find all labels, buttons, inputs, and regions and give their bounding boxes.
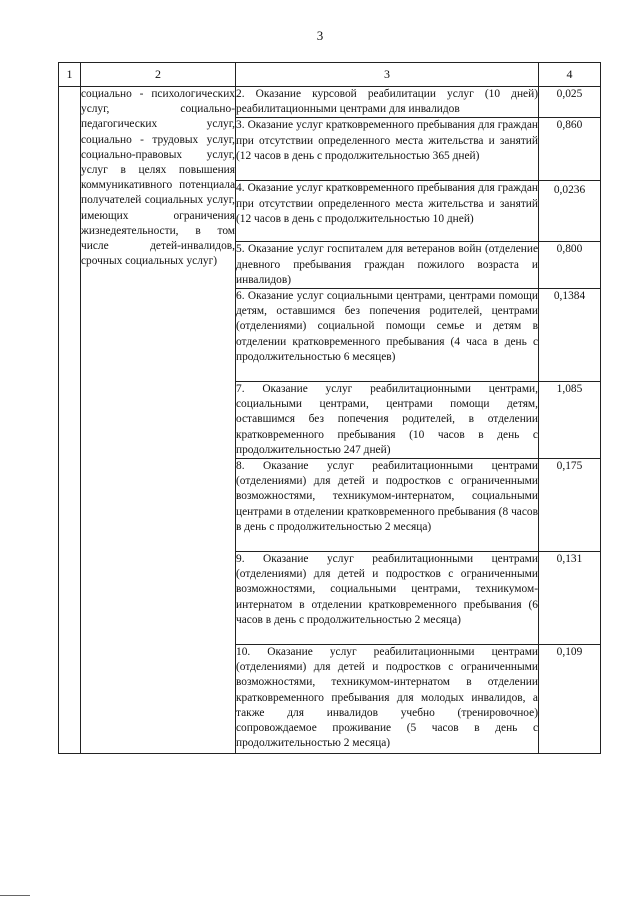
service-cell: 2. Оказание курсовой реабилитации услуг (10 дней) реабилитационными центрами для инвалидов: [236, 87, 539, 118]
value-cell: 0,0236: [539, 181, 601, 242]
value-cell: 0,025: [539, 87, 601, 118]
value-cell: 0,860: [539, 118, 601, 181]
service-cell: 9. Оказание услуг реабилитационными центрами (отделениями) для детей и подростков с ограниченными возможностями, социальными центрами, техникумом-интернатом в отделении кратковременного пребывания (6 часов в день с продолжительностью 2 месяца): [236, 552, 539, 645]
value-cell: 0,175: [539, 459, 601, 552]
service-cell: 5. Оказание услуг госпиталем для ветеранов войн (отделение дневного пребывания граждан пожилого возраста и инвалидов): [236, 242, 539, 289]
service-cell: 6. Оказание услуг социальными центрами, центрами помощи детям, оставшимся без попечения родителей, центрами (отделениями) социальной помощи семье и детям в отделении кратковременного пребывания (4 часа в день с продолжительностью 6 месяцев): [236, 289, 539, 382]
column-header-2: 2: [81, 63, 236, 87]
page-number: 3: [316, 28, 324, 43]
row-number-cell: [59, 87, 81, 754]
footer-divider: [0, 895, 30, 896]
value-cell: 0,131: [539, 552, 601, 645]
service-cell: 4. Оказание услуг кратковременного пребывания для граждан при отсутствии определенного места жительства и занятий (12 часов в день с продолжительностью 10 дней): [236, 181, 539, 242]
service-category-cell: социально - психологических услуг, социально-педагогических услуг, социально - трудовых услуг, социально-правовых услуг, услуг в целях повышения коммуникативного потенциала получателей социальных услуг, имеющих ограничения жизнедеятельности, в том числе детей-инвалидов, срочных социальных услуг): [81, 87, 236, 754]
value-cell: 0,109: [539, 645, 601, 754]
table-row: [59, 87, 601, 118]
service-cell: 8. Оказание услуг реабилитационными центрами (отделениями) для детей и подростков с ограниченными возможностями, техникумом-интернатом, социальными центрами в отделении кратковременного пребывания (8 часов в день с продолжительностью 2 месяца): [236, 459, 539, 552]
table-header-row: [59, 63, 601, 87]
value-cell: 0,1384: [539, 289, 601, 382]
service-cell: 10. Оказание услуг реабилитационными центрами (отделениями) для детей и подростков с ограниченными возможностями, техникумом-интернатом в отделении кратковременного пребывания для молодых инвалидов, а также для инвалидов учебно (тренировочное) сопровождаемое проживание (5 часов в день с продолжительностью 2 месяца): [236, 645, 539, 754]
value-cell: 0,800: [539, 242, 601, 289]
column-header-3: 3: [236, 63, 539, 87]
column-header-1: 1: [59, 63, 81, 87]
services-table: [58, 62, 601, 754]
service-cell: 7. Оказание услуг реабилитационными центрами, социальными центрами, центрами помощи детям, оставшимся без попечения родителей, в отделении кратковременного пребывания (10 часов в день с продолжительностью 247 дней): [236, 382, 539, 459]
service-cell: 3. Оказание услуг кратковременного пребывания для граждан при отсутствии определенного места жительства и занятий (12 часов в день с продолжительностью 365 дней): [236, 118, 539, 181]
value-cell: 1,085: [539, 382, 601, 459]
column-header-4: 4: [539, 63, 601, 87]
